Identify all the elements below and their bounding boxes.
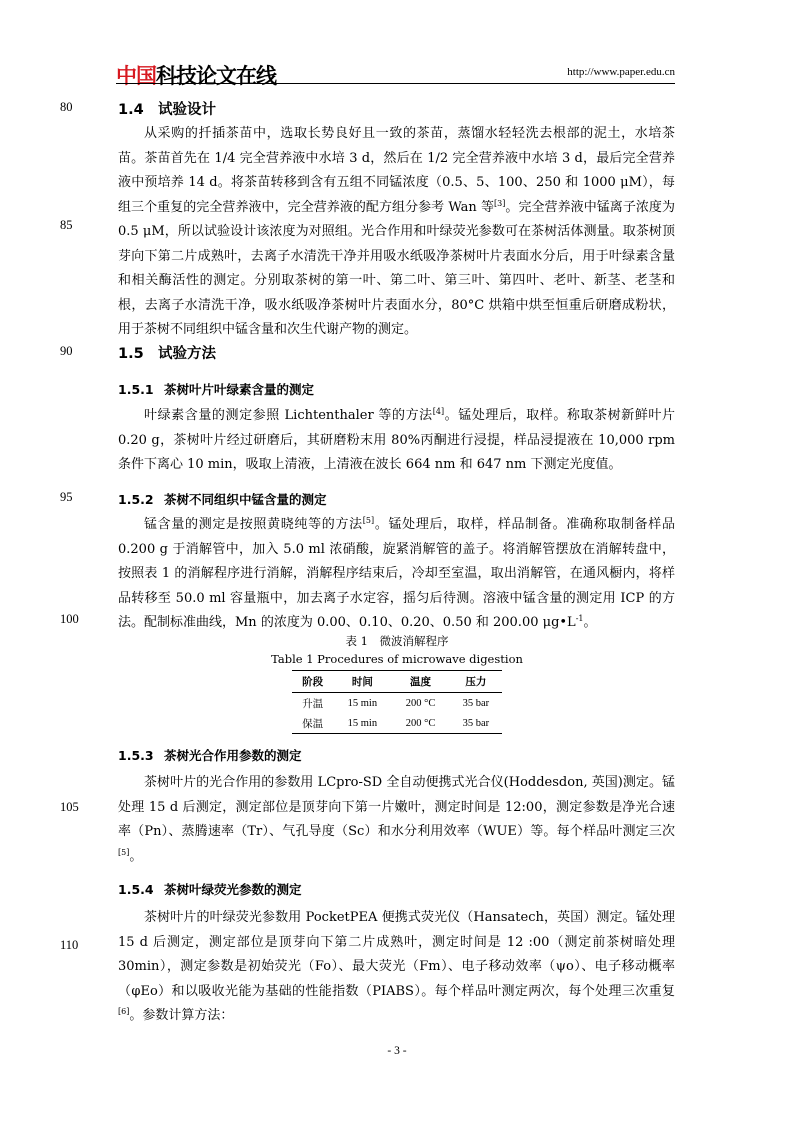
- table-header-cell: 阶段: [292, 671, 333, 693]
- citation[interactable]: [6]: [118, 1007, 130, 1016]
- section-number: 1.4: [118, 102, 144, 118]
- paragraph: [118, 906, 675, 1029]
- table-row: [292, 693, 502, 714]
- paragraph-text: 。: [583, 615, 597, 630]
- table-cell: 200 °C: [391, 713, 449, 734]
- header-rule: [116, 83, 675, 84]
- line-number: 110: [60, 938, 79, 952]
- subsection-number: 1.5.1: [118, 382, 154, 397]
- subsection-heading-1-5-2: [118, 490, 327, 508]
- table-header-row: [292, 671, 502, 693]
- subsection-title: 茶树光合作用参数的测定: [164, 748, 302, 763]
- paragraph-text: 。完全营养液中锰离子浓度为 0.5 μM，所以试验设计该浓度为对照组。光合作用和叶绿荧光参数可在茶树活体测量。取茶树顶芽向下第二片成熟叶，去离子水清洗干净并用吸水纸吸净茶树叶片表面水分后，用于叶绿素含量和相关酶活性的测定。分别取茶树的第一叶、第二叶、第三叶、第四叶、老叶、新茎、老茎和根，去离子水清洗干净，吸水纸吸净茶树叶片表面水分，80°C 烘箱中烘至恒重后研磨成粉状，用于茶树不同组织中锰含量和次生代谢产物的测定。: [118, 199, 675, 337]
- paragraph: [118, 771, 675, 869]
- paragraph-text: 锰含量的测定是按照黄晓纯等的方法: [144, 517, 363, 532]
- section-number: 1.5: [118, 346, 144, 362]
- table-header-cell: 温度: [391, 671, 449, 693]
- paragraph-text: 。: [129, 848, 143, 864]
- table-caption-en: Table 1 Procedures of microwave digestion: [271, 652, 523, 666]
- line-number: 90: [60, 344, 73, 358]
- paragraph-text: 茶树叶片的光合作用的参数用 LCpro-SD 全自动便携式光合仪(Hoddesdon, 英国)测定。锰处理 15 d 后测定，测定部位是顶芽向下第一片嫩叶，测定时间是 12:00，测定参数是净光合速率（Pn）、蒸腾速率（Tr）、气孔导度（Sc）和水分利用效率（WUE）等。每个样品叶测定三次: [118, 775, 675, 839]
- section-1-4-body: [118, 122, 675, 343]
- subsection-title: 茶树不同组织中锰含量的测定: [164, 492, 327, 507]
- logo-black-text: 科技论文在线: [156, 64, 276, 88]
- section-1-5-2-body: [118, 513, 675, 636]
- logo-red-text: 中国: [116, 64, 156, 88]
- table-cell: 15 min: [347, 697, 378, 709]
- line-number: 80: [60, 100, 73, 114]
- digestion-table: [292, 670, 502, 734]
- subsection-heading-1-5-1: [118, 380, 314, 398]
- journal-logo: [116, 60, 276, 90]
- subsection-number: 1.5.3: [118, 748, 154, 763]
- line-number: 95: [60, 490, 73, 504]
- subsection-title: 茶树叶绿荧光参数的测定: [164, 882, 302, 897]
- header-url[interactable]: http://www.paper.edu.cn: [567, 66, 675, 78]
- table-cell: 升温: [302, 698, 324, 710]
- section-title: 试验设计: [158, 102, 216, 118]
- subsection-heading-1-5-4: [118, 880, 302, 898]
- paragraph: [118, 513, 675, 636]
- unit-superscript: -1: [575, 614, 584, 623]
- table-cell: 15 min: [333, 713, 391, 734]
- paragraph-text: 叶绿素含量的测定参照 Lichtenthaler 等的方法: [144, 408, 433, 423]
- subsection-title: 茶树叶片叶绿素含量的测定: [164, 382, 315, 397]
- table-cell: 35 bar: [450, 713, 502, 734]
- table-cell: 保温: [292, 713, 333, 734]
- subsection-number: 1.5.2: [118, 492, 154, 507]
- citation[interactable]: [4]: [432, 407, 445, 416]
- paragraph-text: 。锰处理后，取样。称取茶树新鲜叶片 0.20 g，茶树叶片经过研磨后，其研磨粉末用 80%丙酮进行浸提，样品浸提液在 10,000 rpm 条件下离心 10 min，吸取上清液，上清液在波长 664 nm 和 647 nm 下测定光度值。: [118, 408, 675, 472]
- paragraph-text: 茶树叶片的叶绿荧光参数用 PocketPEA 便携式荧光仪（Hansatech，英国）测定。锰处理 15 d 后测定，测定部位是顶芽向下第二片成熟叶，测定时间是 12 :00（测定前茶树暗处理 30min），测定参数是初始荧光（Fo）、最大荧光（Fm）、电子移动效率（ψo）、电子移动概率（φEo）和以吸收光能为基础的性能指数（PIABS）。每个样品叶测定两次，每个处理三次重复: [118, 910, 675, 999]
- section-1-5-3-body: [118, 771, 675, 869]
- paragraph: [118, 404, 675, 478]
- citation[interactable]: [3]: [494, 198, 506, 208]
- paragraph-text: 。锰处理后，取样，样品制备。准确称取制备样品 0.200 g 于消解管中，加入 5.0 ml 浓硝酸，旋紧消解管的盖子。将消解管摆放在消解转盘中，按照表 1 的消解程序进行消解，消解程序结束后，冷却至室温，取出消解管，在通风橱内，将样品转移至 50.0 ml 容量瓶中，加去离子水定容，摇匀后待测。溶液中锰含量的测定用 ICP 的方法。配制标准曲线，Mn 的浓度为 0.00、0.10、0.20、0.50 和 200.00 μg•L: [118, 517, 676, 630]
- citation[interactable]: [5]: [362, 516, 375, 525]
- table-caption-cn: 表 1 微波消解程序: [345, 634, 449, 648]
- table-header-cell: 压力: [450, 671, 502, 693]
- paragraph-text: 。参数计算方法：: [129, 1008, 234, 1023]
- section-heading-1-4: [118, 98, 216, 119]
- section-1-5-1-body: [118, 404, 675, 478]
- table-cell: 200 °C: [405, 697, 436, 709]
- table-row: [292, 713, 502, 734]
- section-heading-1-5: [118, 342, 216, 363]
- subsection-heading-1-5-3: [118, 746, 302, 764]
- line-number: 105: [60, 800, 79, 814]
- page-number: - 3 -: [387, 1045, 407, 1057]
- section-title: 试验方法: [158, 346, 216, 362]
- line-number: 100: [60, 612, 79, 626]
- table-cell: 35 bar: [462, 697, 490, 709]
- table-header-cell: 时间: [333, 671, 391, 693]
- line-number: 85: [60, 218, 73, 232]
- section-1-5-4-body: [118, 906, 675, 1029]
- paragraph-text: 从采购的扦插茶苗中，选取长势良好且一致的茶苗，蒸馏水轻轻洗去根部的泥土，水培茶苗。茶苗首先在 1/4 完全营养液中水培 3 d，然后在 1/2 完全营养液中水培 3 d，最后完全营养液中预培养 14 d。将茶苗转移到含有五组不同锰浓度（0.5、5、100、250 和 1000 μM），每组三个重复的完全营养液中，完全营养液的配方组分参考 Wan 等: [118, 126, 675, 215]
- paragraph: [118, 122, 675, 343]
- page-header: [116, 56, 675, 86]
- citation[interactable]: [5]: [118, 847, 130, 857]
- subsection-number: 1.5.4: [118, 882, 154, 897]
